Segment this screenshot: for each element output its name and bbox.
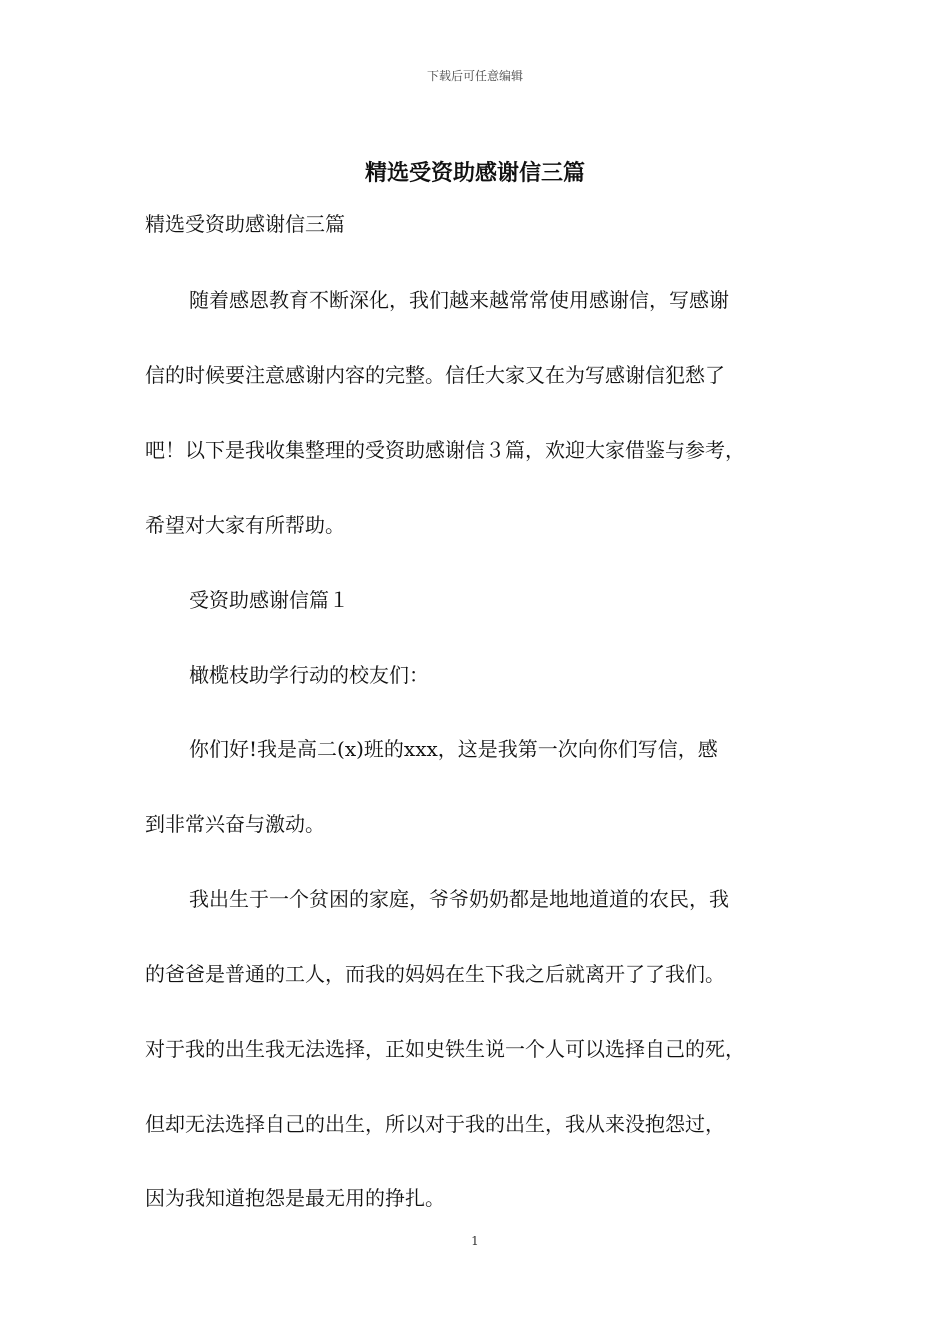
paragraph-line: 的爸爸是普通的工人，而我的妈妈在生下我之后就离开了了我们。 — [145, 962, 725, 986]
paragraph-line: 到非常兴奋与激动。 — [145, 812, 325, 836]
paragraph-line: 吧！以下是我收集整理的受资助感谢信３篇，欢迎大家借鉴与参考， — [145, 438, 745, 462]
paragraph-line: 你们好!我是高二(x)班的xxx，这是我第一次向你们写信，感 — [189, 737, 718, 761]
paragraph-line: 信的时候要注意感谢内容的完整。信任大家又在为写感谢信犯愁了 — [145, 363, 725, 387]
page-header: 下载后可任意编辑 — [426, 69, 523, 83]
paragraph-line: 但却无法选择自己的出生，所以对于我的出生，我从来没抱怨过， — [145, 1112, 725, 1136]
paragraph-line: 我出生于一个贫困的家庭，爷爷奶奶都是地地道道的农民，我 — [189, 887, 729, 911]
paragraph-line: 对于我的出生我无法选择，正如史铁生说一个人可以选择自己的死， — [145, 1037, 745, 1061]
paragraph-line: 因为我知道抱怨是最无用的挣扎。 — [145, 1186, 445, 1210]
subtitle-line: 精选受资助感谢信三篇 — [145, 212, 345, 236]
paragraph-line: 随着感恩教育不断深化，我们越来越常常使用感谢信，写感谢 — [189, 288, 729, 312]
salutation-line: 橄榄枝助学行动的校友们： — [189, 663, 429, 687]
page-number: 1 — [471, 1234, 479, 1248]
document-title: 精选受资助感谢信三篇 — [364, 160, 585, 186]
paragraph-line: 希望对大家有所帮助。 — [145, 513, 345, 537]
section-heading: 受资助感谢信篇１ — [189, 588, 349, 612]
